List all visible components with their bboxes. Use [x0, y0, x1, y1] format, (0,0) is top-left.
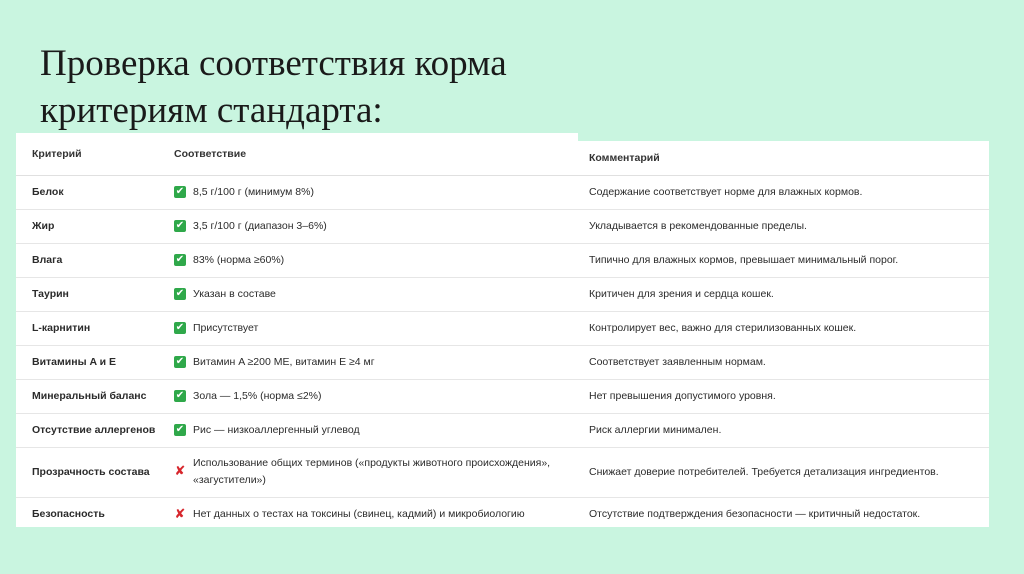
- compliance-text: Нет данных о тестах на токсины (свинец, кадмий) и микробиологию: [193, 508, 525, 520]
- table-row: [16, 209, 578, 244]
- criterion-cell: Витамины A и E: [32, 355, 116, 368]
- comment-cell: Соответствует заявленным нормам.: [589, 355, 766, 368]
- check-mark-icon: ✔: [175, 356, 185, 367]
- table-row-comment: [578, 447, 989, 498]
- compliance-cell: [174, 413, 574, 447]
- table-row: [16, 497, 578, 532]
- compliance-text: 8,5 г/100 г (минимум 8%): [193, 185, 314, 198]
- header-comment: Комментарий: [589, 151, 660, 164]
- table-row-comment: [578, 345, 989, 380]
- slide-title: [40, 40, 507, 134]
- compliance-text: Витамин A ≥200 МЕ, витамин E ≥4 мг: [193, 355, 375, 368]
- table-row: [16, 413, 578, 448]
- table-row-comment: [578, 413, 989, 448]
- compliance-cell: [174, 345, 574, 379]
- compliance-cell: [174, 447, 574, 497]
- check-mark-icon: ✔: [175, 254, 185, 265]
- compliance-cell: [174, 277, 574, 311]
- criterion-cell: Безопасность: [32, 508, 105, 520]
- criterion-cell: L-карнитин: [32, 321, 91, 334]
- compliance-cell: [174, 379, 574, 413]
- cross-mark-icon: ✘: [174, 464, 186, 479]
- check-mark-icon: ✔: [175, 288, 185, 299]
- table-row-comment: [578, 277, 989, 312]
- criterion-cell: Отсутствие аллергенов: [32, 423, 156, 436]
- comment-cell: Укладывается в рекомендованные пределы.: [589, 219, 807, 232]
- table-row-comment: [578, 209, 989, 244]
- table-row-comment: [578, 243, 989, 278]
- criterion-cell: Прозрачность состава: [32, 465, 150, 478]
- table-row-comment: [578, 175, 989, 210]
- compliance-text: 3,5 г/100 г (диапазон 3–6%): [193, 219, 327, 232]
- compliance-text: Указан в составе: [193, 287, 276, 300]
- comment-cell: Снижает доверие потребителей. Требуется детализация ингредиентов.: [589, 465, 939, 478]
- table-row-comment: [578, 379, 989, 414]
- cross-mark-icon: ✘: [174, 506, 186, 522]
- comment-cell: Контролирует вес, важно для стерилизованных кошек.: [589, 321, 857, 334]
- check-mark-icon: ✔: [175, 186, 185, 197]
- compliance-cell: [174, 497, 574, 532]
- compliance-cell: [174, 243, 574, 277]
- compliance-cell: [174, 311, 574, 345]
- criterion-cell: Таурин: [32, 287, 69, 300]
- comment-cell: Риск аллергии минимален.: [589, 423, 722, 436]
- comment-cell: Нет превышения допустимого уровня.: [589, 389, 776, 402]
- compliance-cell: [174, 209, 574, 243]
- compliance-text: Присутствует: [193, 321, 259, 334]
- slide-title-line-2: критериям стандарта:: [40, 90, 383, 131]
- table-row: [16, 243, 578, 278]
- table-row: [16, 175, 578, 210]
- slide-title-line-1: Проверка соответствия корма: [40, 43, 507, 84]
- comment-cell: Типично для влажных кормов, превышает минимальный порог.: [589, 253, 899, 266]
- check-mark-icon: ✔: [175, 220, 185, 231]
- table-row: [16, 277, 578, 312]
- compliance-text: Использование общих терминов («продукты животного происхождения», «загустители»): [193, 457, 551, 486]
- compliance-text: Зола — 1,5% (норма ≤2%): [193, 389, 322, 402]
- check-mark-icon: ✔: [175, 322, 185, 333]
- header-compliance: Соответствие: [174, 147, 247, 160]
- comment-cell: Содержание соответствует норме для влажных кормов.: [589, 185, 863, 198]
- compliance-text: 83% (норма ≥60%): [193, 253, 285, 266]
- criterion-cell: Влага: [32, 253, 63, 266]
- table-row: [16, 447, 578, 498]
- compliance-cell: [174, 175, 574, 209]
- criterion-cell: Жир: [32, 219, 55, 232]
- criterion-cell: Белок: [32, 185, 64, 198]
- table-row: [16, 345, 578, 380]
- compliance-text: Рис — низкоаллергенный углевод: [193, 423, 360, 436]
- table-row: [16, 311, 578, 346]
- table-header-row: [16, 133, 578, 176]
- table-row: [16, 379, 578, 414]
- table-row-comment: [578, 311, 989, 346]
- criterion-cell: Минеральный баланс: [32, 389, 147, 402]
- comment-cell: Критичен для зрения и сердца кошек.: [589, 287, 774, 300]
- table-left-panel: [16, 133, 578, 527]
- comment-cell: Отсутствие подтверждения безопасности — критичный недостаток.: [589, 508, 921, 520]
- check-mark-icon: ✔: [175, 424, 185, 435]
- check-mark-icon: ✔: [175, 390, 185, 401]
- header-criterion: Критерий: [32, 147, 82, 160]
- table-row-comment: [578, 497, 989, 532]
- table-header-row-comment: [578, 141, 989, 176]
- table-right-panel: [578, 141, 989, 527]
